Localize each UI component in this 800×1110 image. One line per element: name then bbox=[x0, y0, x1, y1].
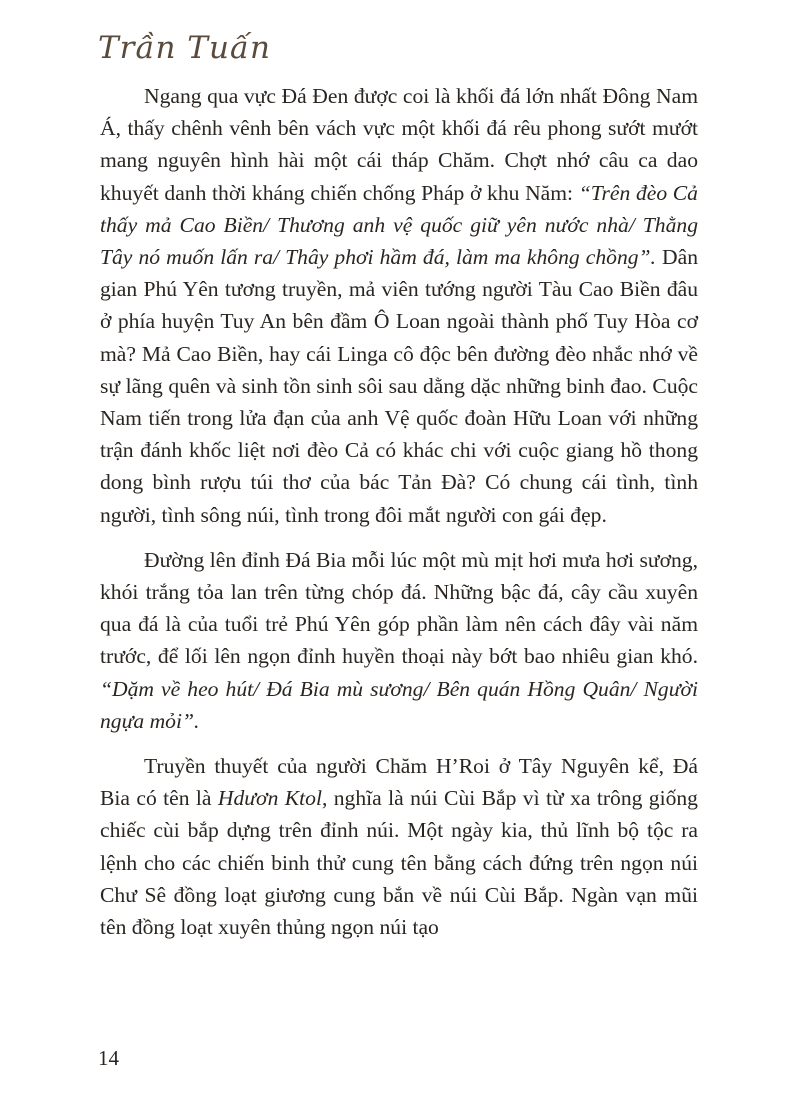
text-run: Dân gian Phú Yên tương truyền, mả viên tướng người Tàu Cao Biền đâu ở phía huyện Tuy An bên đầm Ô Loan ngoài thành phố Tuy Hòa cơ mà? Mả Cao Biền, hay cái Linga cô độc bên đường đèo nhắc nhớ về sự lãng quên và sinh tồn sinh sôi sau dằng dặc những binh đao. Cuộc Nam tiến trong lửa đạn của anh Vệ quốc đoàn Hữu Loan với những trận đánh khốc liệt nơi đèo Cả có khác chi với cuộc giang hồ thong dong bình rượu túi thơ của bác Tản Đà? Có chung cái tình, tình người, tình sông núi, tình trong đôi mắt người con gái đẹp. bbox=[100, 245, 699, 527]
quote-run: “Dặm về heo hút/ Đá Bia mù sương/ Bên quán Hồng Quân/ Người ngựa mỏi”. bbox=[100, 676, 698, 733]
body-text bbox=[100, 80, 698, 956]
paragraph bbox=[100, 544, 698, 737]
running-head-author: Trần Tuấn bbox=[98, 30, 271, 66]
text-run: , nghĩa là núi Cùi Bắp vì từ xa trông giống chiếc cùi bắp dựng trên đỉnh núi. Một ngày kia, thủ lĩnh bộ tộc ra lệnh cho các chiến binh thử cung tên bằng cách đứng trên ngọn núi Chư Sê đồng loạt giương cung bắn về núi Cùi Bắp. Ngàn vạn mũi tên đồng loạt xuyên thủng ngọn núi tạo bbox=[100, 786, 698, 940]
italic-term: Hdươn Ktol bbox=[217, 786, 322, 811]
paragraph bbox=[100, 80, 698, 531]
text-run: Ngang qua vực Đá Đen được coi là khối đá lớn nhất Đông Nam Á, thấy chênh vênh bên vách vực một khối đá rêu phong sướt mướt mang nguyên hình hài một cái tháp Chăm. Chợt nhớ câu ca dao khuyết danh thời kháng chiến chống Pháp ở khu Năm: bbox=[100, 84, 698, 205]
paragraph bbox=[100, 750, 698, 943]
page-number: 14 bbox=[98, 1046, 119, 1070]
text-run: Đường lên đỉnh Đá Bia mỗi lúc một mù mịt hơi mưa hơi sương, khói trắng tỏa lan trên từng chóp đá. Những bậc đá, cây cầu xuyên qua đá là của tuổi trẻ Phú Yên góp phần làm nên cách đây vài năm trước, để lối lên ngọn đỉnh huyền thoại này bớt bao nhiêu gian khó. bbox=[100, 547, 698, 669]
quote-run: “Trên đèo Cả thấy mả Cao Biền/ Thương anh vệ quốc giữ yên nước nhà/ Thằng Tây nó muốn lấn ra/ Thây phơi hầm đá, làm ma không chồng”. bbox=[100, 180, 698, 270]
text-run: Truyền thuyết của người Chăm H’Roi ở Tây Nguyên kể, Đá Bia có tên là bbox=[100, 754, 698, 811]
